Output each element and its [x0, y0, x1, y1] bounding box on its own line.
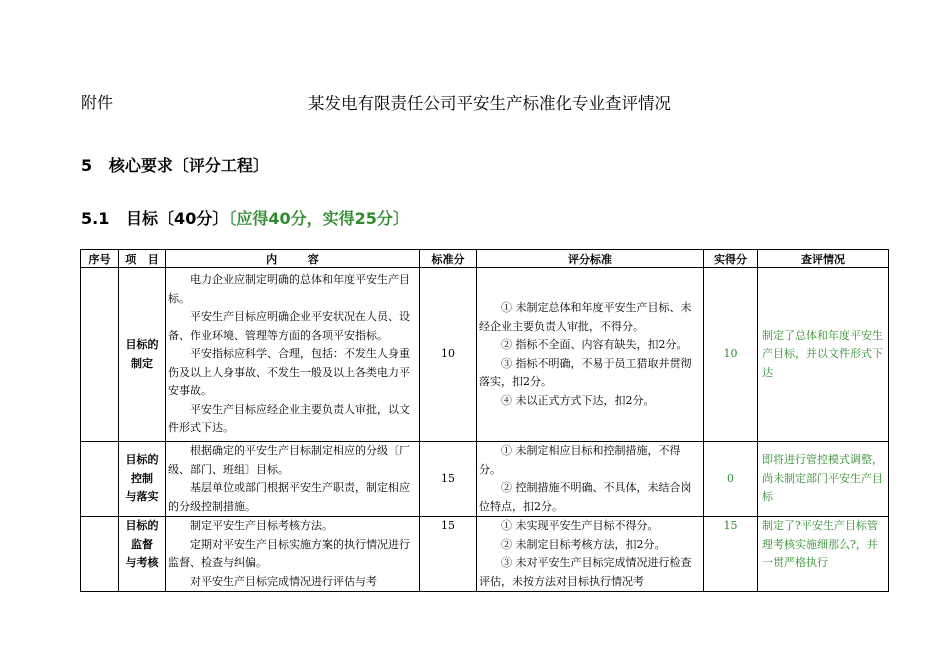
criteria-item: ② 控制措施不明确、不具体，未结合岗位特点，扣2分。	[479, 481, 692, 513]
criteria-item: ① 未制定相应目标和控制措施，不得分。	[479, 444, 681, 476]
criteria-item: ② 未制定目标考核方法，扣2分。	[501, 537, 666, 551]
document-title: 某发电有限责任公司平安生产标准化专业查评情况	[308, 94, 671, 113]
criteria-cell	[477, 517, 704, 592]
content-paragraph: 根据确定的平安生产目标制定相应的分级〔厂级、部门、班组〕目标。	[168, 444, 410, 476]
table-header-row	[81, 250, 889, 268]
review-cell: 制定了?平安生产目标管理考核实施细那么?，并一贯严格执行	[758, 517, 889, 592]
actual-score-cell: 15	[704, 517, 758, 592]
seq-cell	[81, 268, 119, 442]
evaluation-table	[80, 249, 889, 592]
content-paragraph: 对平安生产目标完成情况进行评估与考	[190, 574, 377, 588]
section-5-1-heading	[81, 206, 409, 229]
actual-score-cell: 10	[704, 268, 758, 442]
content-cell	[166, 268, 420, 442]
section-5-1-title: 5.1 目标〔40分〕	[81, 209, 229, 228]
seq-cell	[81, 442, 119, 517]
standard-score-cell: 10	[420, 268, 477, 442]
item-cell: 目标的 制定	[119, 268, 166, 442]
header-seq: 序号	[81, 250, 119, 268]
content-paragraph: 平安生产目标应经企业主要负责人审批，以文件形式下达。	[168, 402, 410, 435]
attachment-label: 附件	[81, 93, 114, 112]
content-cell	[166, 442, 420, 517]
content-paragraph: 平安指标应科学、合理，包括：不发生人身重伤及以上人身事故、不发生一般及以上各类电力平安事故。	[168, 347, 410, 398]
table-row	[81, 268, 889, 442]
header-standard-score: 标准分	[420, 250, 477, 268]
criteria-item: ① 未实现平安生产目标不得分。	[501, 519, 659, 532]
item-cell: 目标的 控制 与落实	[119, 442, 166, 517]
content-paragraph: 电力企业应制定明确的总体和年度平安生产目标。	[168, 273, 410, 305]
criteria-item: ③ 未对平安生产目标完成情况进行检查评估，未按方法对目标执行情况考	[479, 556, 692, 588]
content-paragraph: 制定平安生产目标考核方法。	[190, 519, 333, 532]
header-item: 项 目	[119, 250, 166, 268]
header-actual-score: 实得分	[704, 250, 758, 268]
review-cell: 即将进行管控模式调整，尚未制定部门平安生产目标	[758, 442, 889, 517]
criteria-item: ④ 未以正式方式下达，扣2分。	[501, 393, 655, 407]
criteria-item: ③ 指标不明确，不易于员工猎取并贯彻落实，扣2分。	[479, 356, 692, 388]
content-paragraph: 定期对平安生产目标实施方案的执行情况进行监督、检查与纠偏。	[168, 537, 410, 569]
section-5-1-score: 〔应得40分，实得25分〕	[228, 209, 409, 228]
section-5-heading: 5 核心要求〔评分工程〕	[81, 156, 269, 175]
actual-score-cell: 0	[704, 442, 758, 517]
seq-cell	[81, 517, 119, 592]
criteria-cell	[477, 442, 704, 517]
criteria-item: ① 未制定总体和年度平安生产目标、未经企业主要负责人审批，不得分。	[479, 301, 692, 333]
header-content: 内 容	[166, 250, 420, 268]
criteria-cell	[477, 268, 704, 442]
header-review: 查评情况	[758, 250, 889, 268]
content-cell	[166, 517, 420, 592]
standard-score-cell: 15	[420, 517, 477, 592]
item-cell: 目标的 监督 与考核	[119, 517, 166, 592]
table-row	[81, 517, 889, 592]
header-criteria: 评分标准	[477, 250, 704, 268]
review-cell: 制定了总体和年度平安生产目标，并以文件形式下达	[758, 268, 889, 442]
content-paragraph: 平安生产目标应明确企业平安状况在人员、设备、作业环境、管理等方面的各项平安指标。	[168, 310, 410, 342]
content-paragraph: 基层单位或部门根据平安生产职责，制定相应的分级控制措施。	[168, 481, 410, 513]
criteria-item: ② 指标不全面、内容有缺失，扣2分。	[501, 338, 688, 351]
table-row	[81, 442, 889, 517]
standard-score-cell: 15	[420, 442, 477, 517]
